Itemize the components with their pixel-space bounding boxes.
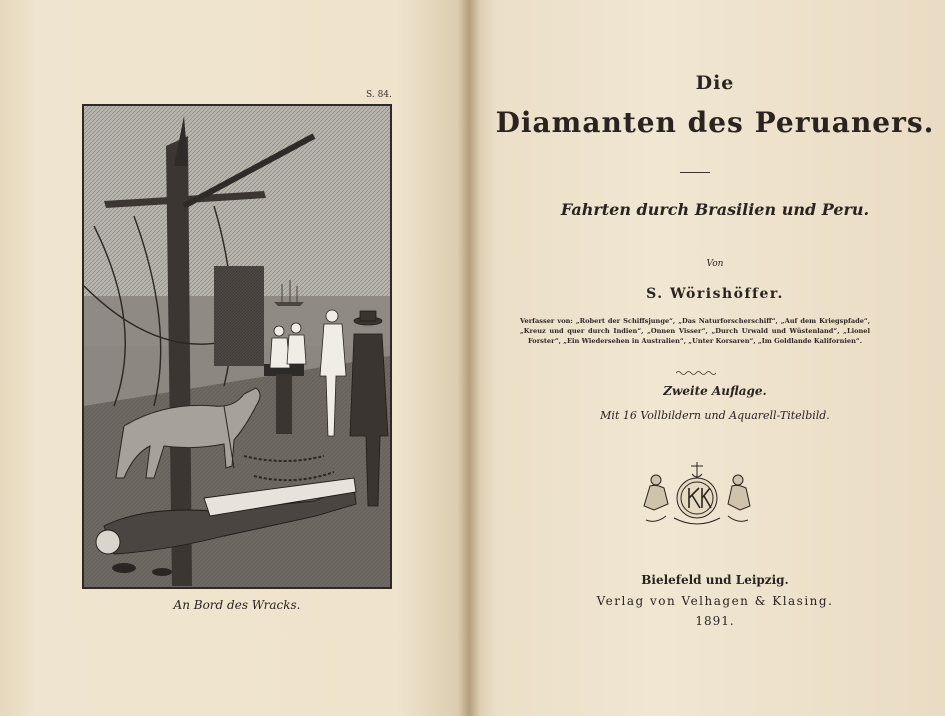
book-subtitle: Fahrten durch Brasilien und Peru.: [560, 200, 870, 219]
title-article: Die: [695, 72, 735, 94]
title-divider: [680, 172, 710, 173]
author-works-list: Verfasser von: „Robert der Schiffsjunge“, „Das Naturforscherschiff“, „Auf dem Kriegspfade“, „Kreuz und quer durch Indien“, „Onnen Visser“, „Durch Urwald und Wüstenland“, „Lionel Forster“, „Ein Wiedersehen in Australien“, „Unter Korsaren“, „Im Goldlande Kalifornien“.: [520, 317, 870, 345]
author-name: S. Wörishöffer.: [646, 286, 784, 302]
book-gutter: [458, 0, 480, 716]
publication-year: 1891.: [695, 614, 735, 628]
edition-label: Zweite Auflage.: [663, 384, 767, 398]
shipwreck-engraving-icon: [84, 106, 390, 587]
publisher-emblem-icon: [636, 458, 758, 534]
illustration-caption: An Bord des Wracks.: [173, 598, 301, 612]
book-title: Diamanten des Peruaners.: [495, 106, 935, 139]
publisher-name: Verlag von Velhagen & Klasing.: [596, 594, 834, 608]
publication-place: Bielefeld und Leipzig.: [641, 573, 789, 587]
plates-note: Mit 16 Vollbildern und Aquarell-Titelbild.: [600, 409, 830, 422]
plate-page-reference: S. 84.: [366, 90, 392, 100]
wavy-ornament-icon: [676, 370, 716, 376]
frontispiece-illustration: [82, 104, 392, 589]
by-label: Von: [706, 259, 724, 269]
